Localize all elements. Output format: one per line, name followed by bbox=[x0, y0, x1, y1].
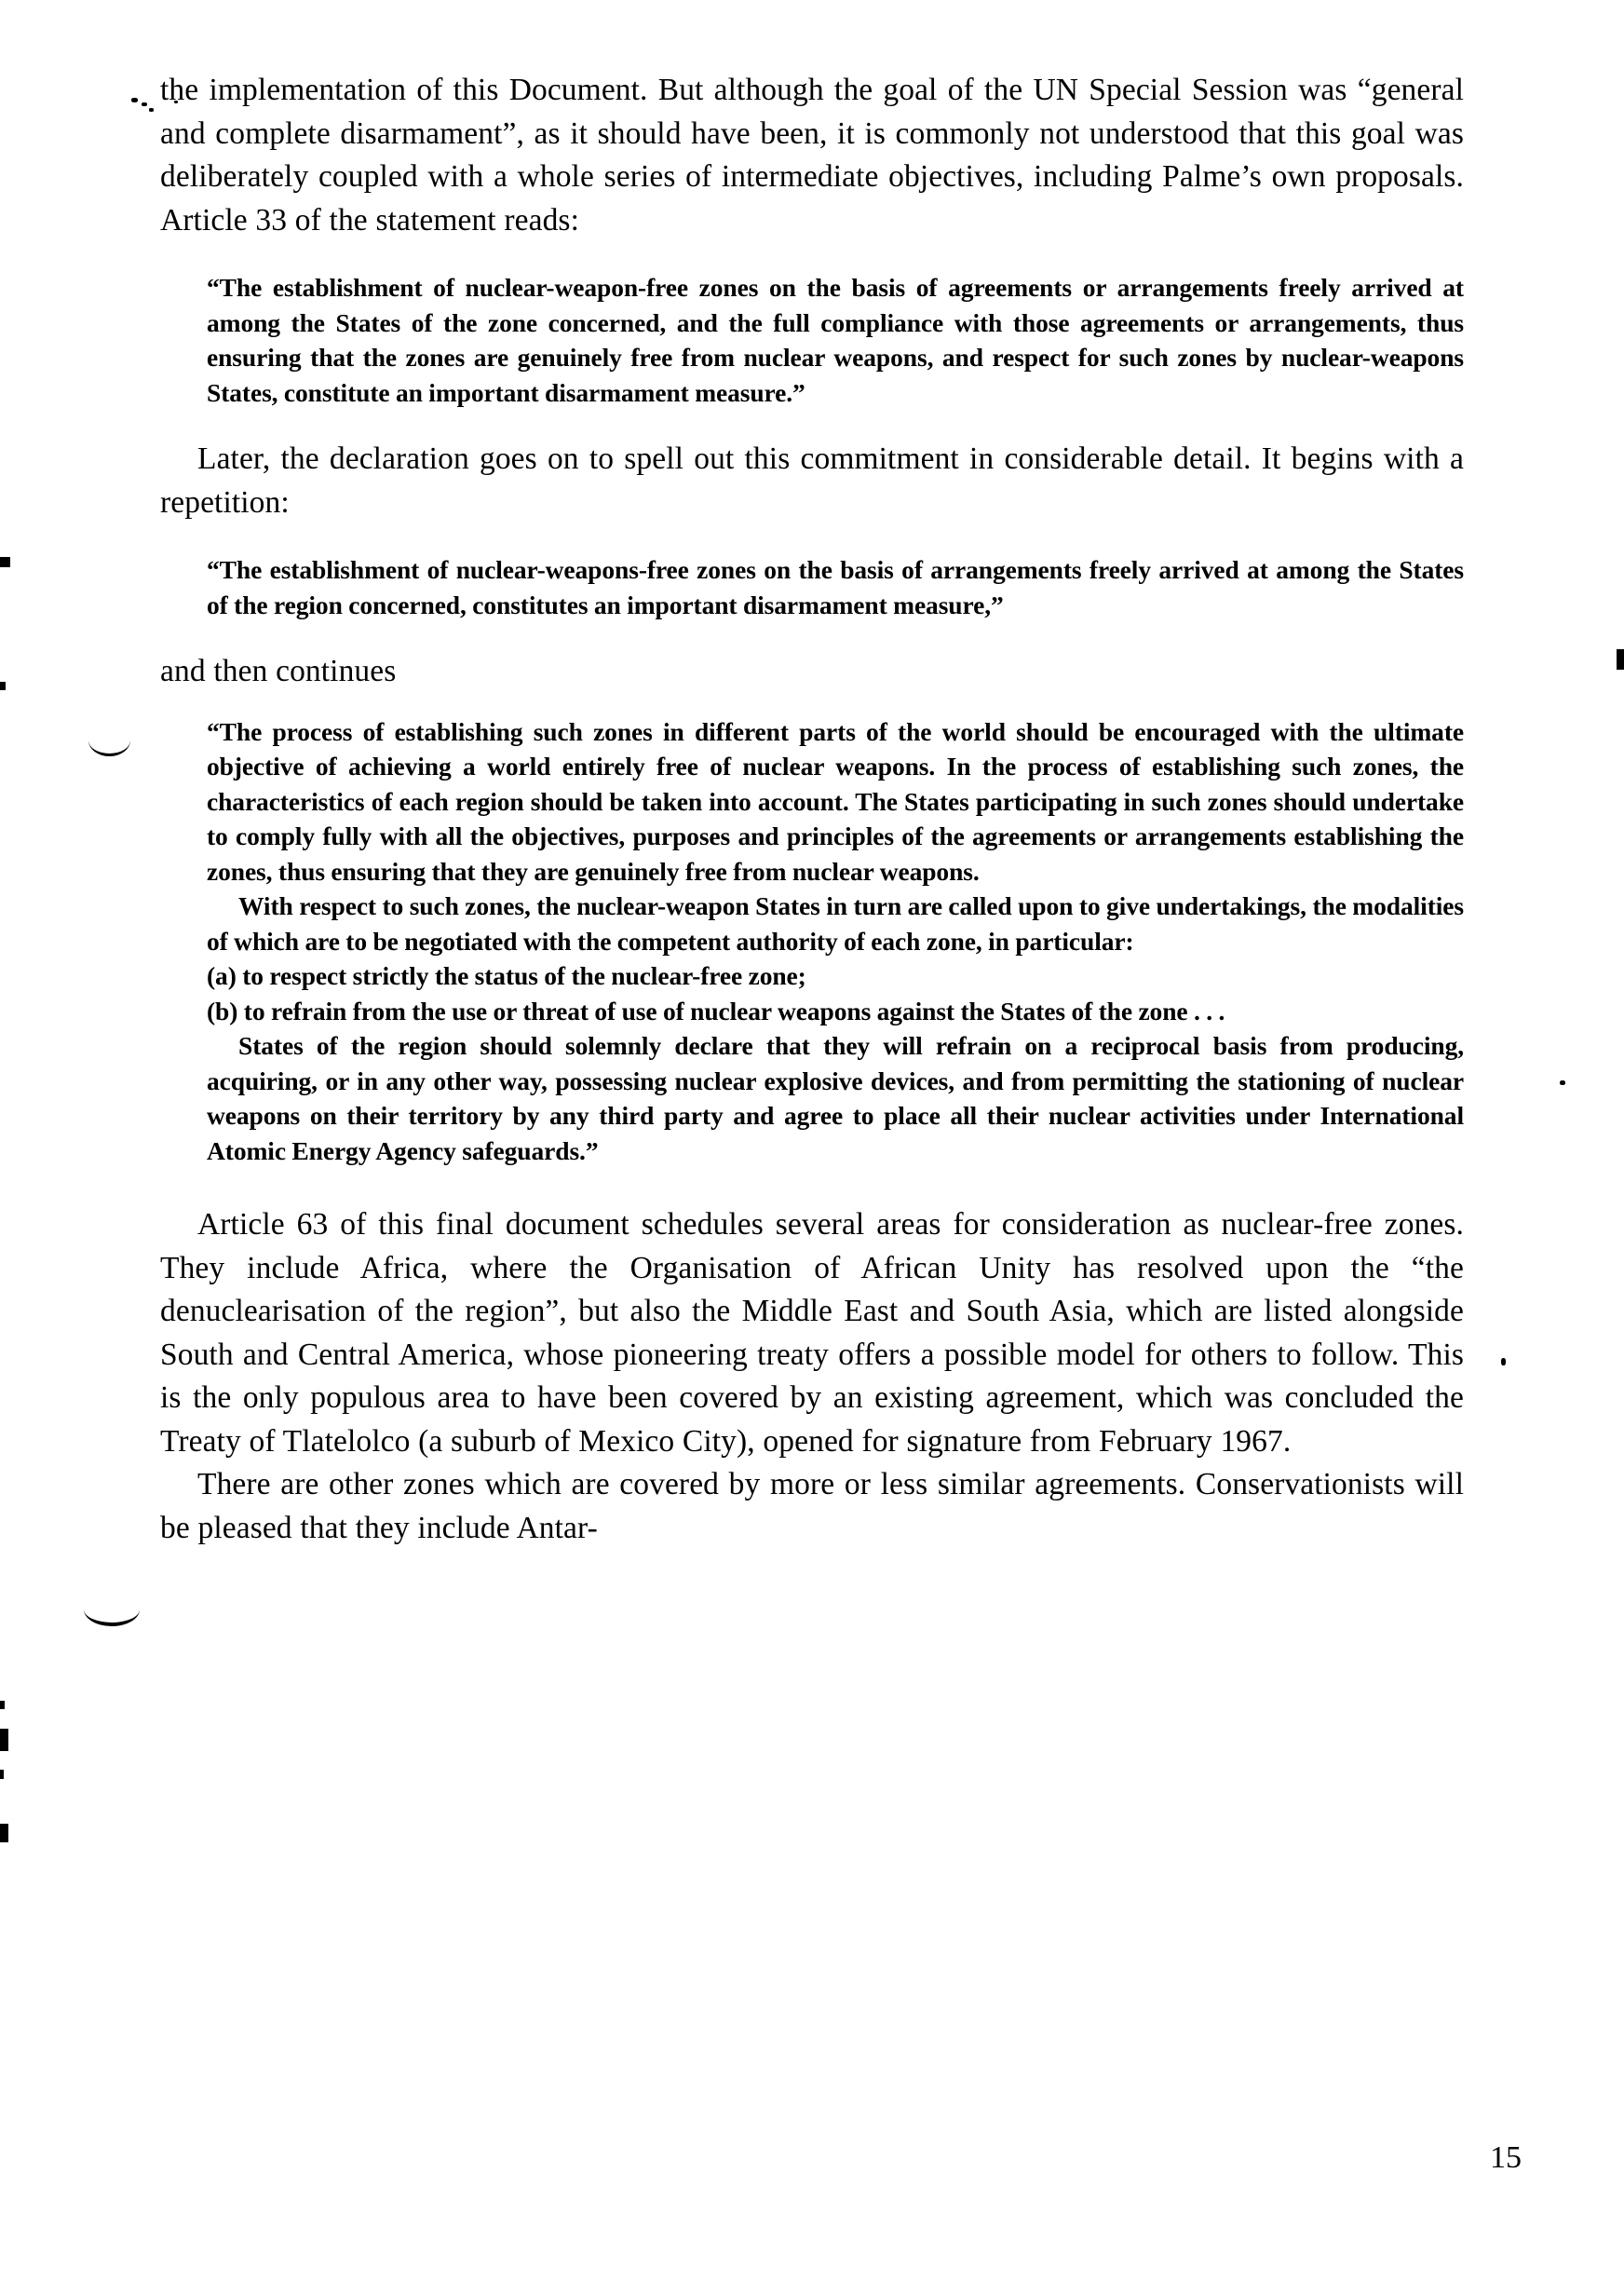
blockquote-text: “The establishment of nuclear-weapons-free zones on the basis of arrangements freely arrived at among the States of the region concerned, constitutes an important disarmament measure,” bbox=[207, 555, 1464, 619]
blockquote-text: “The establishment of nuclear-weapon-free zones on the basis of agreements or arrangements freely arrived at among the States of the zone concerned, and the full compliance with those agreements or arrangements, thus ensuring that the zones are genuinely free from nuclear weapons, and respect for such zones by nuclear-weapons States, constitute an important disarmament measure.” bbox=[207, 273, 1464, 407]
page-number: 15 bbox=[1490, 2140, 1522, 2175]
scan-speck bbox=[1501, 1358, 1506, 1365]
page-edge-artifact bbox=[0, 682, 6, 690]
paragraph-article-63: Article 63 of this final document schedules several areas for consideration as nuclear-free zones. They include Africa, where the Organisation of African Unity has resolved upon the “the denuclearisation of the region”, but also the Middle East and South Asia, which are listed alongside South and Central America, whose pioneering treaty offers a possible model for others to follow. This is the only populous area to have been covered by an existing agreement, which was concluded the Treaty of Tlatelolco (a suburb of Mexico City), opened for signature from February 1967. bbox=[160, 1207, 1464, 1459]
page-edge-artifact bbox=[0, 1701, 5, 1709]
paragraph-other-zones: There are other zones which are covered by more or less similar agreements. Conservationists will be pleased that they include Antar- bbox=[160, 1467, 1464, 1545]
scan-speck bbox=[1560, 1080, 1565, 1085]
text-column bbox=[160, 69, 1464, 1550]
page-edge-artifact bbox=[0, 1824, 8, 1842]
blockquote-paragraph-3: States of the region should solemnly declare that they will refrain on a reciprocal basis from producing, acquiring, or in any other way, possessing nuclear explosive devices, and from permitting the stationing of nuclear weapons on their territory by any third party and agree to place all their nuclear activities under International Atomic Energy Agency safeguards.” bbox=[207, 1031, 1464, 1165]
spacer bbox=[160, 622, 1464, 650]
paragraph-opening: the implementation of this Document. But although the goal of the UN Special Session was “general and complete disarmament”, as it should have been, it is commonly not understood that this goal was deliberately coupled with a whole series of intermediate objectives, including Palme’s own proposals. Article 33 of the statement reads: bbox=[160, 73, 1464, 238]
scan-speck bbox=[131, 98, 138, 102]
margin-pencil-mark bbox=[84, 1609, 140, 1626]
scan-speck bbox=[149, 108, 154, 112]
blockquote-list-item-b: (b) to refrain from the use or threat of use of nuclear weapons against the States of the zone . . . bbox=[207, 996, 1225, 1025]
blockquote-article-33 bbox=[207, 270, 1464, 410]
scan-speck bbox=[142, 102, 147, 106]
blockquote-list-item-a: (a) to respect strictly the status of the nuclear-free zone; bbox=[207, 961, 806, 990]
spacer bbox=[160, 242, 1464, 270]
spacer bbox=[160, 410, 1464, 438]
blockquote-repetition bbox=[207, 552, 1464, 622]
page-edge-artifact bbox=[0, 557, 10, 567]
page-edge-artifact bbox=[0, 1770, 4, 1779]
paragraph-later-declaration: Later, the declaration goes on to spell out this commitment in considerable detail. It begins with a repetition: bbox=[160, 441, 1464, 520]
blockquote-paragraph-1: “The process of establishing such zones in different parts of the world should be encouraged with the ultimate objective of achieving a world entirely free of nuclear weapons. In the process of establishing such zones, the characteristics of each region should be taken into account. The States participating in such zones should undertake to comply fully with all the objectives, purposes and principles of the agreements or arrangements establishing the zones, thus ensuring that they are genuinely free from nuclear weapons. bbox=[207, 716, 1464, 886]
blockquote-process bbox=[207, 714, 1464, 1169]
margin-pencil-mark bbox=[88, 740, 130, 756]
paragraph-and-then-continues: and then continues bbox=[160, 654, 397, 688]
spacer bbox=[160, 1168, 1464, 1203]
spacer bbox=[160, 694, 1464, 714]
blockquote-paragraph-2: With respect to such zones, the nuclear-weapon States in turn are called upon to give undertakings, the modalities of which are to be negotiated with the competent authority of each zone, in particular: bbox=[207, 891, 1464, 956]
spacer bbox=[160, 524, 1464, 552]
page-edge-artifact bbox=[1617, 649, 1624, 670]
page-edge-artifact bbox=[0, 1729, 8, 1751]
